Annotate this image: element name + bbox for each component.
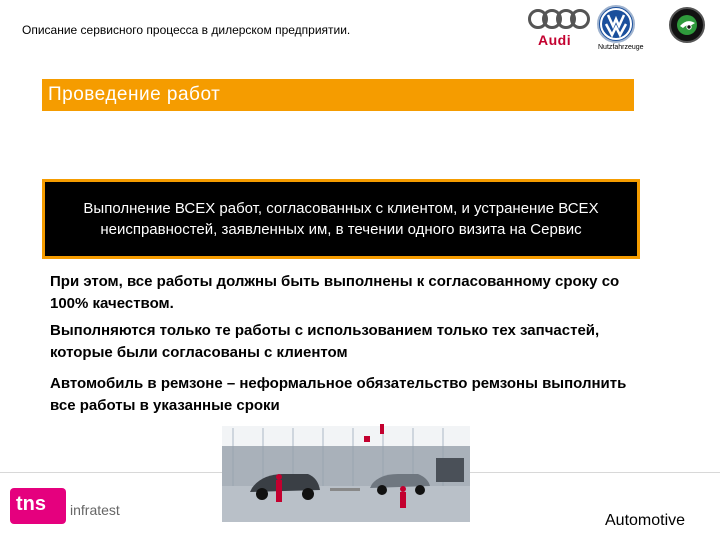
service-workshop-photo — [222, 418, 470, 522]
tns-subtitle: infratest — [70, 502, 120, 518]
page-header-title: Описание сервисного процесса в дилерском предприятии. — [22, 23, 351, 37]
tns-wordmark: tns — [16, 493, 46, 515]
paragraph-agreed-parts: Выполняются только те работы с использованием только тех запчастей, которые были согласованы с клиентом — [50, 322, 600, 361]
tns-logo-box — [10, 488, 66, 524]
vw-logo-icon — [596, 4, 636, 44]
vw-subtitle: Nutzfahrzeuge — [598, 44, 644, 51]
section-title-bar — [42, 79, 634, 111]
audi-wordmark: Audi — [538, 32, 572, 48]
callout-text: Выполнение ВСЕХ работ, согласованных с клиентом, и устранение ВСЕХ неисправностей, заявленных им, в течении одного визита на Сервис — [83, 200, 599, 238]
section-title: Проведение работ — [48, 84, 221, 105]
skoda-logo-icon — [668, 6, 706, 44]
paragraph-repair-zone: Автомобиль в ремзоне – неформальное обязательство ремзоны выполнить все работы в указанные сроки — [50, 375, 627, 414]
footer-automotive-label: Automotive — [605, 512, 686, 529]
highlight-callout — [42, 179, 640, 259]
brand-logos — [528, 4, 714, 54]
audi-rings-icon — [528, 4, 594, 34]
paragraph-deadline-quality: При этом, все работы должны быть выполнены к согласованному сроку со 100% качеством. — [50, 273, 620, 312]
